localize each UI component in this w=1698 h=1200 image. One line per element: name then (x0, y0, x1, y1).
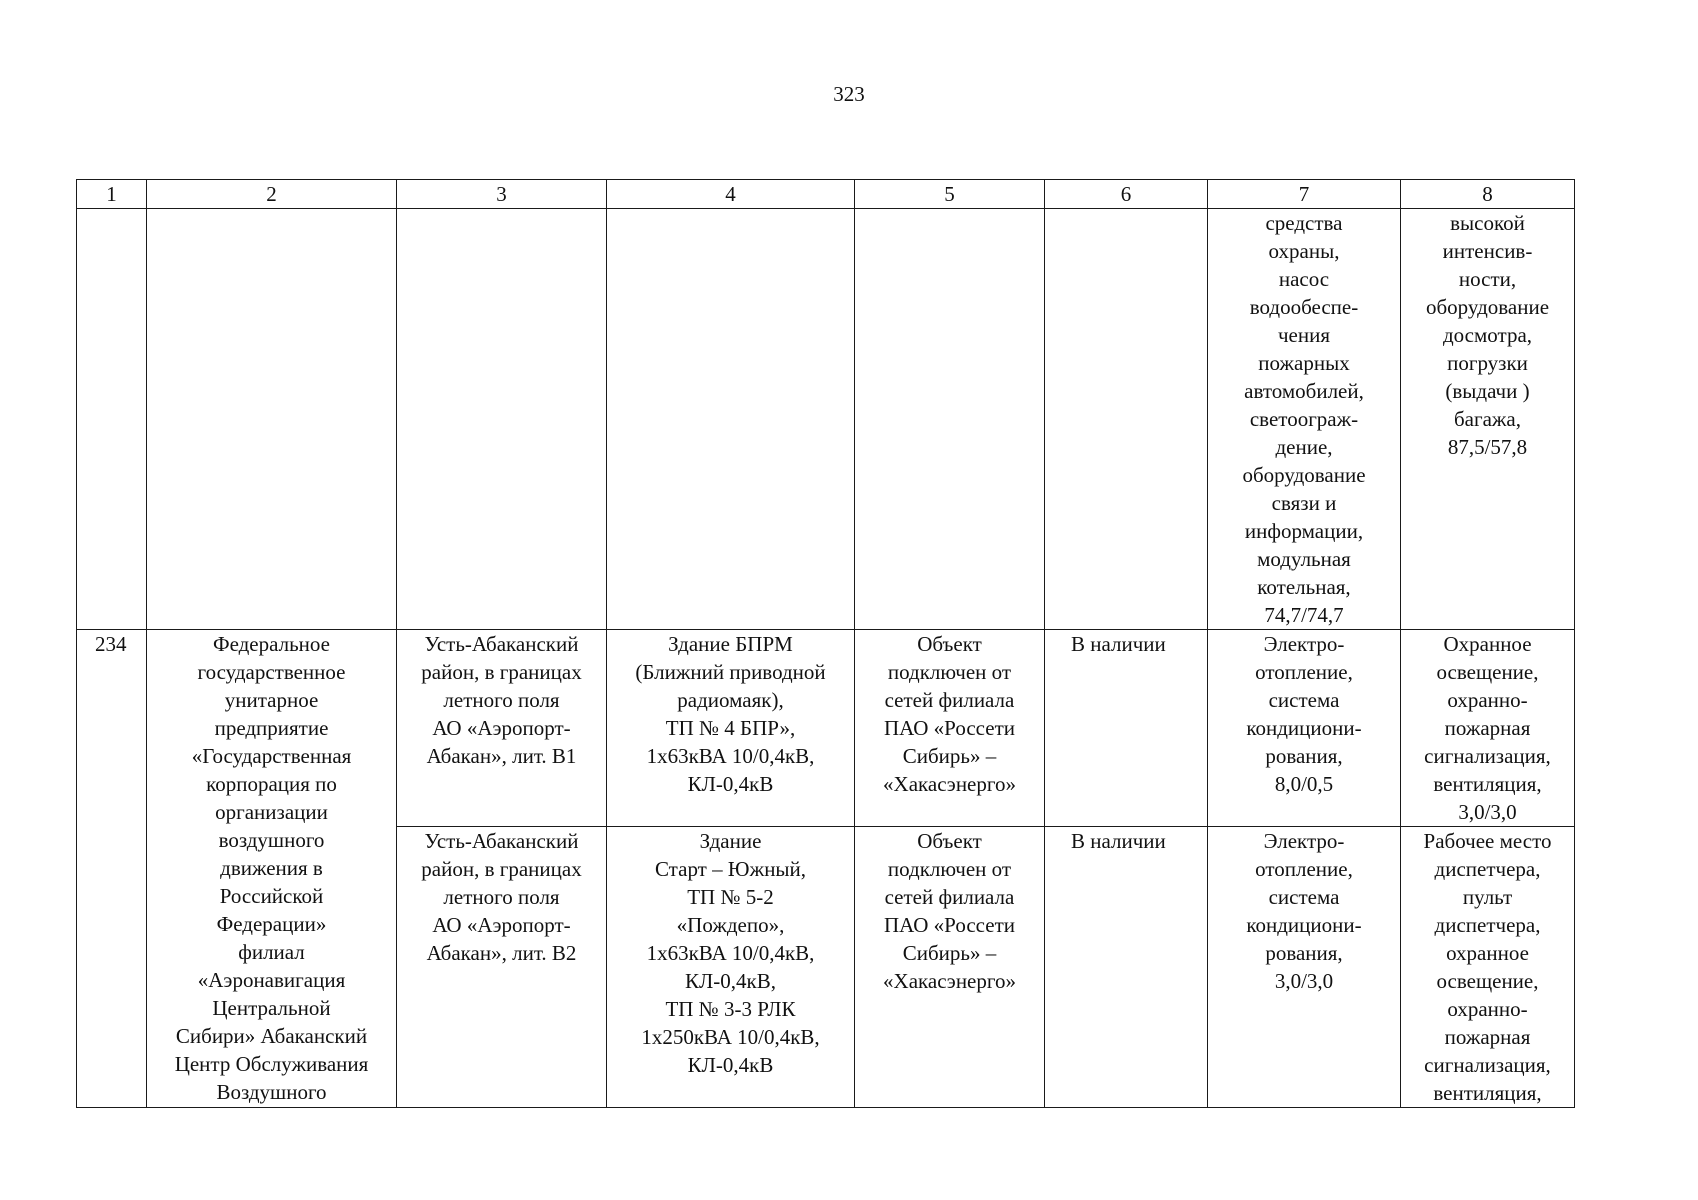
cell-connection: Объект подключен от сетей филиала ПАО «Россети Сибирь» – «Хакасэнерго» (855, 630, 1045, 827)
cell-connection: Объект подключен от сетей филиала ПАО «Россети Сибирь» – «Хакасэнерго» (855, 827, 1045, 1108)
column-number-1: 1 (77, 180, 147, 209)
column-number-7: 7 (1208, 180, 1401, 209)
cell-empty (397, 209, 607, 630)
column-number-3: 3 (397, 180, 607, 209)
cell-empty (77, 209, 147, 630)
cell-location: Усть-Абаканский район, в границах летного поля АО «Аэропорт- Абакан», лит. В1 (397, 630, 607, 827)
cell-heating-equipment: средства охраны, насос водообеспе- чения пожарных автомобилей, светоограж- дение, оборудование связи и информации, модульная котельная, 74,7/74,7 (1208, 209, 1401, 630)
cell-location: Усть-Абаканский район, в границах летного поля АО «Аэропорт- Абакан», лит. В2 (397, 827, 607, 1108)
column-number-4: 4 (607, 180, 855, 209)
column-number-6: 6 (1045, 180, 1208, 209)
cell-availability: В наличии (1045, 630, 1208, 827)
page-number: 323 (833, 82, 865, 106)
table-row-continuation (77, 209, 1575, 630)
cell-empty (607, 209, 855, 630)
cell-building: Здание Старт – Южный, ТП № 5-2 «Пождепо», 1х63кВА 10/0,4кВ, КЛ-0,4кВ, ТП № 3-3 РЛК 1х250кВА 10/0,4кВ, КЛ-0,4кВ (607, 827, 855, 1108)
cell-organization: Федеральное государственное унитарное предприятие «Государственная корпорация по организации воздушного движения в Российской Федерации» филиал «Аэронавигация Центральной Сибири» Абаканский Центр Обслуживания Воздушного (147, 630, 397, 1108)
column-number-8: 8 (1401, 180, 1575, 209)
column-number-5: 5 (855, 180, 1045, 209)
cell-heating-equipment: Электро- отопление, система кондициони- рования, 8,0/0,5 (1208, 630, 1401, 827)
cell-availability: В наличии (1045, 827, 1208, 1108)
cell-empty (1045, 209, 1208, 630)
cell-empty (147, 209, 397, 630)
cell-building: Здание БПРМ (Ближний приводной радиомаяк), ТП № 4 БПР», 1х63кВА 10/0,4кВ, КЛ-0,4кВ (607, 630, 855, 827)
facilities-table (76, 179, 1575, 1108)
cell-empty (855, 209, 1045, 630)
cell-heating-equipment: Электро- отопление, система кондициони- рования, 3,0/3,0 (1208, 827, 1401, 1108)
column-number-2: 2 (147, 180, 397, 209)
cell-other-equipment: высокой интенсив- ности, оборудование досмотра, погрузки (выдачи ) багажа, 87,5/57,8 (1401, 209, 1575, 630)
cell-entry-number: 234 (77, 630, 147, 1108)
facilities-table-wrapper (76, 179, 1575, 1108)
cell-other-equipment: Рабочее место диспетчера, пульт диспетчера, охранное освещение, охранно- пожарная сигнализация, вентиляция, (1401, 827, 1575, 1108)
table-row-234-a (77, 630, 1575, 827)
column-number-row (77, 180, 1575, 209)
cell-other-equipment: Охранное освещение, охранно- пожарная сигнализация, вентиляция, 3,0/3,0 (1401, 630, 1575, 827)
